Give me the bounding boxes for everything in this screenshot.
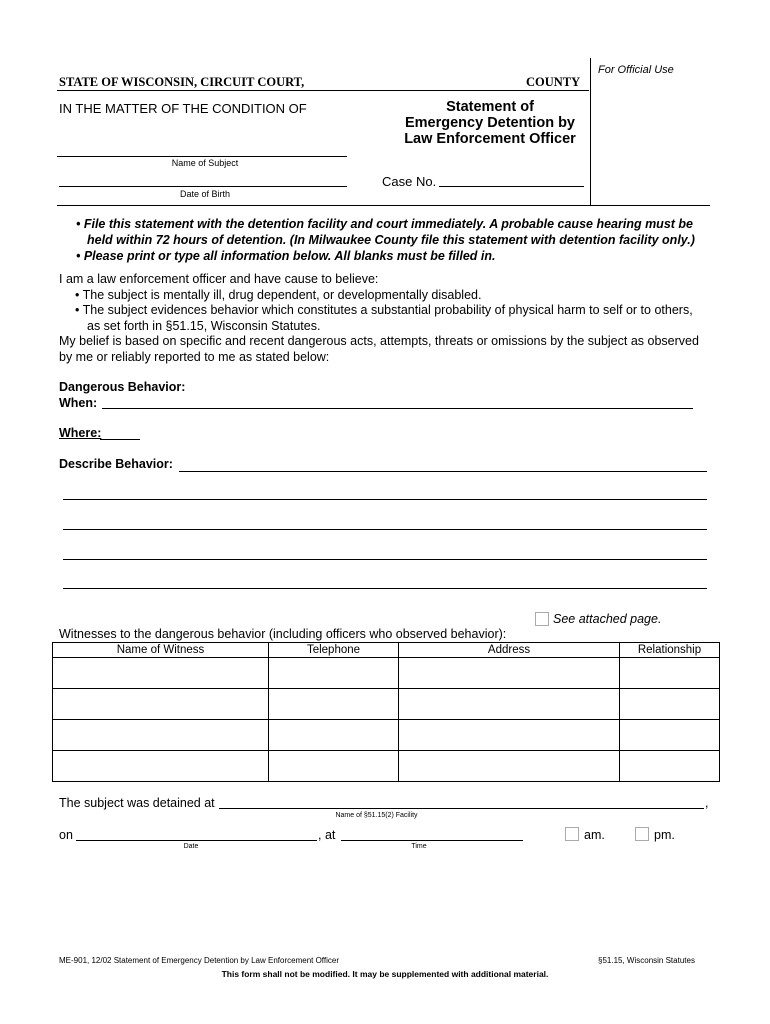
where-field[interactable]	[100, 439, 140, 440]
where-label: Where:	[59, 426, 102, 440]
facility-field[interactable]	[219, 808, 704, 809]
witness-relationship-cell[interactable]	[620, 751, 720, 782]
table-row	[53, 720, 720, 751]
column-name-of-witness: Name of Witness	[53, 643, 269, 658]
witness-table	[52, 642, 720, 782]
when-field[interactable]	[102, 408, 693, 409]
table-row	[53, 658, 720, 689]
court-label: STATE OF WISCONSIN, CIRCUIT COURT,	[59, 75, 305, 89]
subject-name-caption: Name of Subject	[171, 158, 239, 168]
describe-behavior-label: Describe Behavior:	[59, 457, 173, 471]
detained-at-comma: ,	[705, 796, 709, 810]
witness-name-cell[interactable]	[53, 751, 269, 782]
see-attached-label: See attached page.	[553, 612, 662, 626]
date-of-birth-field[interactable]	[59, 186, 347, 187]
form-id: ME-901, 12/02 Statement of Emergency Detention by Law Enforcement Officer	[59, 956, 339, 965]
on-label: on	[59, 828, 73, 842]
date-of-birth-caption: Date of Birth	[179, 189, 231, 199]
belief-bullet-1: • The subject is mentally ill, drug dependent, or developmentally disabled.	[75, 287, 482, 302]
witness-telephone-cell[interactable]	[269, 689, 399, 720]
modification-notice: This form shall not be modified. It may be supplemented with additional material.	[221, 969, 549, 979]
witness-telephone-cell[interactable]	[269, 720, 399, 751]
court-county-field[interactable]	[57, 90, 589, 91]
form-title	[380, 99, 600, 147]
witness-relationship-cell[interactable]	[620, 658, 720, 689]
column-relationship: Relationship	[620, 643, 720, 658]
pm-label: pm.	[654, 828, 675, 842]
witnesses-caption: Witnesses to the dangerous behavior (including officers who observed behavior):	[59, 627, 507, 641]
title-line-3: Law Enforcement Officer	[404, 131, 576, 147]
case-no-field[interactable]	[439, 186, 584, 187]
subject-name-field[interactable]	[57, 156, 347, 157]
see-attached-checkbox[interactable]	[535, 612, 549, 626]
county-label: COUNTY	[526, 75, 581, 89]
witness-address-cell[interactable]	[399, 751, 620, 782]
instruction-line-1: • File this statement with the detention facility and court immediately. A probable cause hearing must be	[76, 217, 693, 231]
witness-address-cell[interactable]	[399, 689, 620, 720]
witness-address-cell[interactable]	[399, 658, 620, 689]
title-line-2: Emergency Detention by	[404, 115, 575, 131]
witness-telephone-cell[interactable]	[269, 751, 399, 782]
time-field[interactable]	[341, 840, 523, 841]
witness-relationship-cell[interactable]	[620, 689, 720, 720]
column-address: Address	[399, 643, 620, 658]
facility-caption: Name of §51.15(2) Facility	[335, 812, 418, 819]
dangerous-behavior-heading: Dangerous Behavior:	[59, 380, 186, 394]
date-field[interactable]	[76, 840, 317, 841]
describe-behavior-line-2[interactable]	[63, 499, 707, 500]
belief-basis-line-1: My belief is based on specific and recent dangerous acts, attempts, threats or omissions by the subject as observed	[59, 334, 699, 348]
witness-name-cell[interactable]	[53, 689, 269, 720]
case-no-label: Case No.	[382, 174, 437, 189]
describe-behavior-line-4[interactable]	[63, 559, 707, 560]
table-row	[53, 689, 720, 720]
instruction-line-3: • Please print or type all information below. All blanks must be filled in.	[76, 249, 496, 263]
table-row	[53, 751, 720, 782]
describe-behavior-field[interactable]	[179, 471, 707, 472]
column-telephone: Telephone	[269, 643, 399, 658]
intro-text: I am a law enforcement officer and have cause to believe:	[59, 272, 379, 286]
time-caption: Time	[411, 843, 427, 850]
instructions	[76, 216, 695, 264]
title-line-1: Statement of	[446, 99, 534, 115]
am-label: am.	[584, 828, 605, 842]
header-divider	[57, 205, 710, 206]
instruction-line-2: held within 72 hours of detention. (In Milwaukee County file this statement with detention facility only.)	[87, 233, 695, 247]
witness-name-cell[interactable]	[53, 658, 269, 689]
belief-bullet-2-line-2: as set forth in §51.15, Wisconsin Statutes.	[87, 318, 321, 333]
belief-statement	[59, 272, 719, 365]
witness-relationship-cell[interactable]	[620, 720, 720, 751]
matter-of-label: IN THE MATTER OF THE CONDITION OF	[59, 101, 307, 116]
belief-bullet-2-line-1: • The subject evidences behavior which constitutes a substantial probability of physical harm to self or to others,	[75, 303, 693, 317]
describe-behavior-line-5[interactable]	[63, 588, 707, 589]
witness-telephone-cell[interactable]	[269, 658, 399, 689]
belief-basis-line-2: by me or reliably reported to me as stated below:	[59, 349, 330, 364]
at-label: , at	[318, 828, 336, 842]
witness-name-cell[interactable]	[53, 720, 269, 751]
date-caption: Date	[183, 843, 199, 850]
witness-address-cell[interactable]	[399, 720, 620, 751]
am-checkbox[interactable]	[565, 827, 579, 841]
pm-checkbox[interactable]	[635, 827, 649, 841]
official-use-label: For Official Use	[598, 64, 674, 76]
detained-at-label: The subject was detained at	[59, 796, 215, 810]
when-label: When:	[59, 396, 98, 410]
describe-behavior-line-3[interactable]	[63, 529, 707, 530]
statute-reference: §51.15, Wisconsin Statutes	[598, 956, 695, 965]
